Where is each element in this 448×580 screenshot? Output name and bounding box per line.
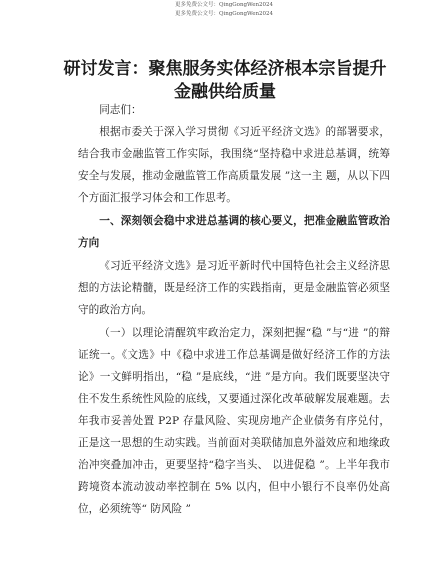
document-title: 研讨发言：聚焦服务实体经济根本宗旨提升金融供给质量 (63, 59, 387, 102)
watermark-line-1: 更多免费公文号：QingGongWen2024 (174, 2, 274, 8)
paragraph-intro: 根据市委关于深入学习贯彻《习近平经济文选》的部署要求，结合我市金融监管工作实际，我围绕“坚持稳中求进总基调，统筹安全与发展，推动金融监管工作高质量发展 ”这一主 题，从以下四个方面汇报学习体会和工作思考。 (78, 126, 390, 204)
paragraph-3: （一）以理论清醒筑牢政治定力，深刻把握“稳 ”与“进 ”的辩证统一。《文选》中《稳中求进工作总基调是做好经济工作的方法论》一文鲜明指出，“稳 ”是底线，“进 ”是方向。我们既要坚决守住不发生系统性风险的底线，又要通过深化改革破解发展难题。去年我市妥善处置 P2P 存量风险、实现房地产企业债务有序兑付，正是这一思想的生动实践。当前面对美联储加息外溢效应和地缘政治冲突叠加冲击，更要坚持“稳字当头、 以进促稳 ”。上半年我市跨境资本流动波动率控制在 5% 以内，但中小银行不良率仍处高位，必须统等“ 防风险 ” (78, 327, 390, 515)
salutation: 同志们： (99, 104, 142, 116)
section-heading-1: 一、深刻领会稳中求进总基调的核心要义，把准金融监管政治方向 (78, 215, 390, 249)
watermark-line-2: 更多免费公文号：QingGongWen2024 (174, 11, 274, 17)
paragraph-2: 《习近平经济文选》是习近平新时代中国特色社会主义经济思想的方法论精髓，既是经济工作的实践指南，更是金融监管必须坚守的政治方向。 (78, 260, 390, 316)
